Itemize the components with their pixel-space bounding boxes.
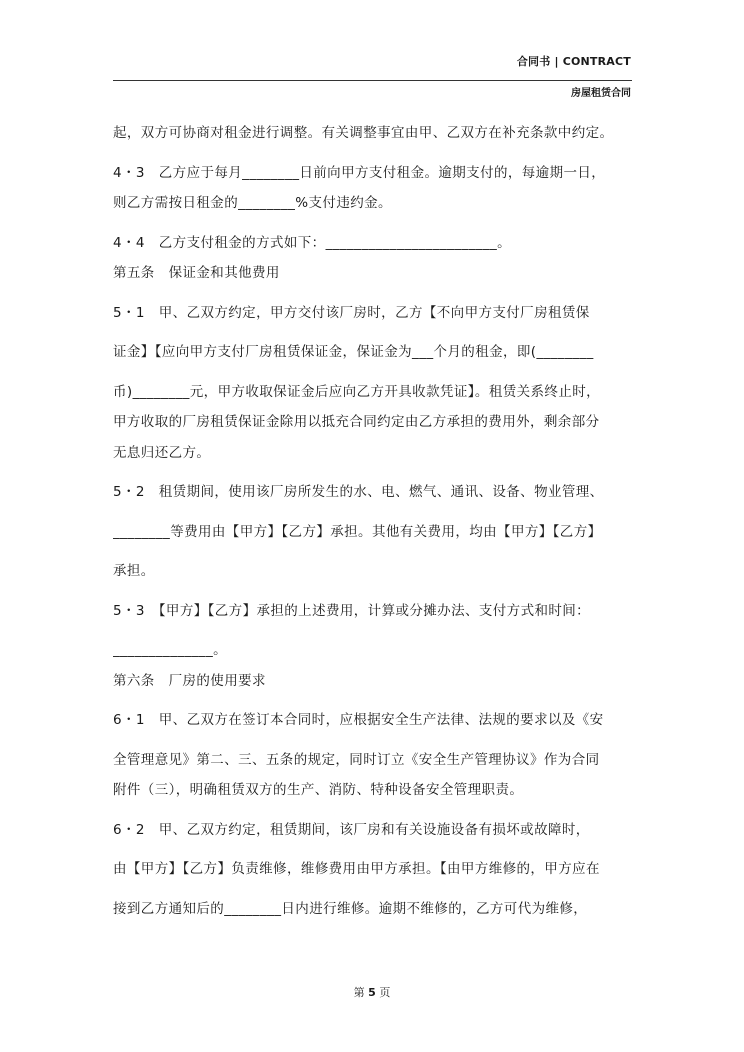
text-line: 由【甲方】【乙方】负责维修，维修费用由甲方承担。【由甲方维修的，甲方应在 [113, 861, 600, 877]
text-line: 起，双方可协商对租金进行调整。有关调整事宜由甲、乙双方在补充条款中约定。 [113, 125, 614, 141]
text-line: 4・4 乙方支付租金的方式如下：________________________。 [113, 234, 512, 251]
page-label-suffix: 页 [379, 986, 391, 999]
contract-body [113, 118, 633, 924]
text-line: 全管理意见》第二、三、五条的规定，同时订立《安全生产管理协议》作为合同 [113, 751, 600, 768]
text-line: 4・3 乙方应于每月________日前向甲方支付租金。逾期支付的，每逾期一日， [113, 164, 606, 181]
text-line: ______________。 [113, 642, 227, 658]
header-brand: 合同书 | CONTRACT [516, 55, 631, 68]
text-line: 则乙方需按日租金的________%支付违约金。 [113, 195, 392, 211]
text-line: 附件（三），明确租赁双方的生产、消防、特种设备安全管理职责。 [113, 782, 524, 798]
text-line: 6・1 甲、乙双方在签订本合同时，应根据安全生产法律、法规的要求以及《安 [113, 712, 604, 728]
section-heading: 第六条 厂房的使用要求 [113, 672, 266, 689]
text-line: 6・2 甲、乙双方约定，租赁期间，该厂房和有关设施设备有损坏或故障时， [113, 821, 590, 838]
text-line: 币)________元，甲方收取保证金后应向乙方开具收款凭证】。租赁关系终止时， [113, 383, 601, 400]
text-line: 接到乙方通知后的________日内进行维修。逾期不维修的，乙方可代为维修， [113, 900, 588, 917]
page-label-prefix: 第 [353, 986, 365, 999]
text-line: 承担。 [113, 563, 155, 579]
text-line: 5・2 租赁期间，使用该厂房所发生的水、电、燃气、通讯、设备、物业管理、 [113, 484, 604, 500]
text-line: 证金】【应向甲方支付厂房租赁保证金，保证金为___个月的租金，即(________ [113, 344, 594, 360]
text-line: 5・1 甲、乙双方约定，甲方交付该厂房时，乙方【不向甲方支付厂房租赁保 [113, 304, 590, 321]
section-heading: 第五条 保证金和其他费用 [113, 265, 280, 281]
text-line: 无息归还乙方。 [113, 444, 211, 461]
page-footer [0, 984, 744, 1000]
header-divider [113, 80, 632, 81]
page-number: 5 [368, 986, 376, 999]
document-title: 房屋租赁合同 [571, 88, 631, 99]
text-line: 甲方收取的厂房租赁保证金除用以抵充合同约定由乙方承担的费用外，剩余部分 [113, 414, 600, 430]
text-line: ________等费用由【甲方】【乙方】承担。其他有关费用，均由【甲方】【乙方】 [113, 523, 602, 540]
text-line: 5・3 【甲方】【乙方】承担的上述费用，计算或分摊办法、支付方式和时间： [113, 602, 591, 619]
